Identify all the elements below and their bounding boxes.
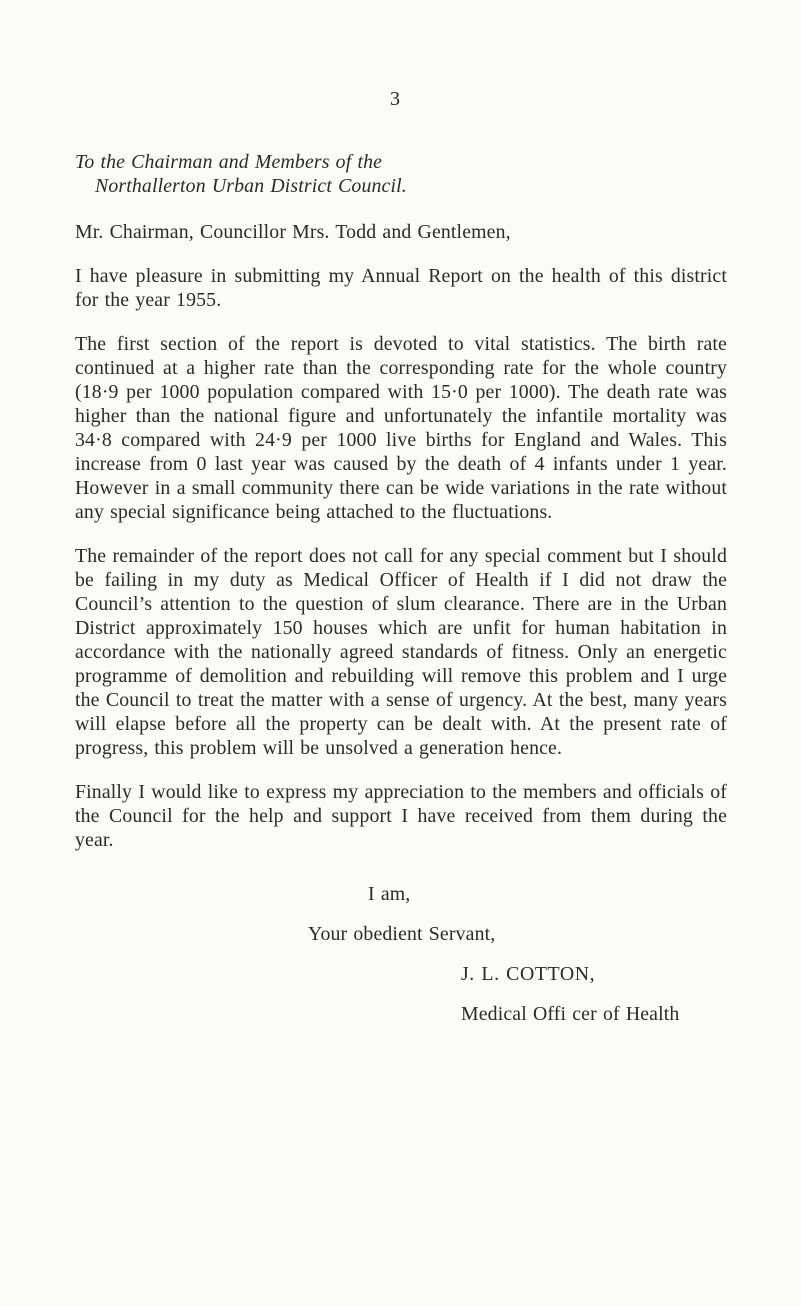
closing-obedient-servant: Your obedient Servant,: [308, 923, 496, 945]
letter-body: [75, 150, 727, 1042]
address-block: [75, 150, 727, 198]
closing-block: [75, 882, 727, 1042]
address-line-1: To the Chairman and Members of the: [75, 151, 383, 173]
closing-i-am: I am,: [368, 883, 411, 905]
address-line-2: Northallerton Urban District Council.: [95, 175, 407, 197]
paragraph-intro: I have pleasure in submitting my Annual Report on the health of this district for the year 1955.: [75, 265, 727, 311]
paragraph-slum-clearance: The remainder of the report does not call for any special comment but I should be failing in my duty as Medical Officer of Health if I did not draw the Council’s attention to the question of slum clearance. There are in the Urban District approximately 150 houses which are unfit for human habitation in accordance with the nationally agreed standards of fitness. Only an energetic programme of demolition and rebuilding will remove this problem and I urge the Council to treat the matter with a sense of urgency. At the best, many years will elapse before all the property can be dealt with. At the present rate of progress, this problem will be unsolved a generation hence.: [75, 545, 727, 759]
signature-title: Medical Offi cer of Health: [461, 1003, 680, 1025]
paragraph-appreciation: Finally I would like to express my appreciation to the members and officials of the Council for the help and support I have received from them during the year.: [75, 781, 727, 851]
salutation: Mr. Chairman, Councillor Mrs. Todd and Gentlemen,: [75, 221, 511, 243]
paragraph-vital-statistics: The first section of the report is devoted to vital statistics. The birth rate continued at a higher rate than the corresponding rate for the whole country (18·9 per 1000 population compared with 15·0 per 1000). The death rate was higher than the national figure and unfortunately the infantile mortality was 34·8 compared with 24·9 per 1000 live births for England and Wales. This increase from 0 last year was caused by the death of 4 infants under 1 year. However in a small community there can be wide variations in the rate without any special significance being attached to the fluctuations.: [75, 333, 727, 523]
signature-name: J. L. COTTON,: [461, 963, 596, 985]
page-number: 3: [390, 88, 400, 110]
